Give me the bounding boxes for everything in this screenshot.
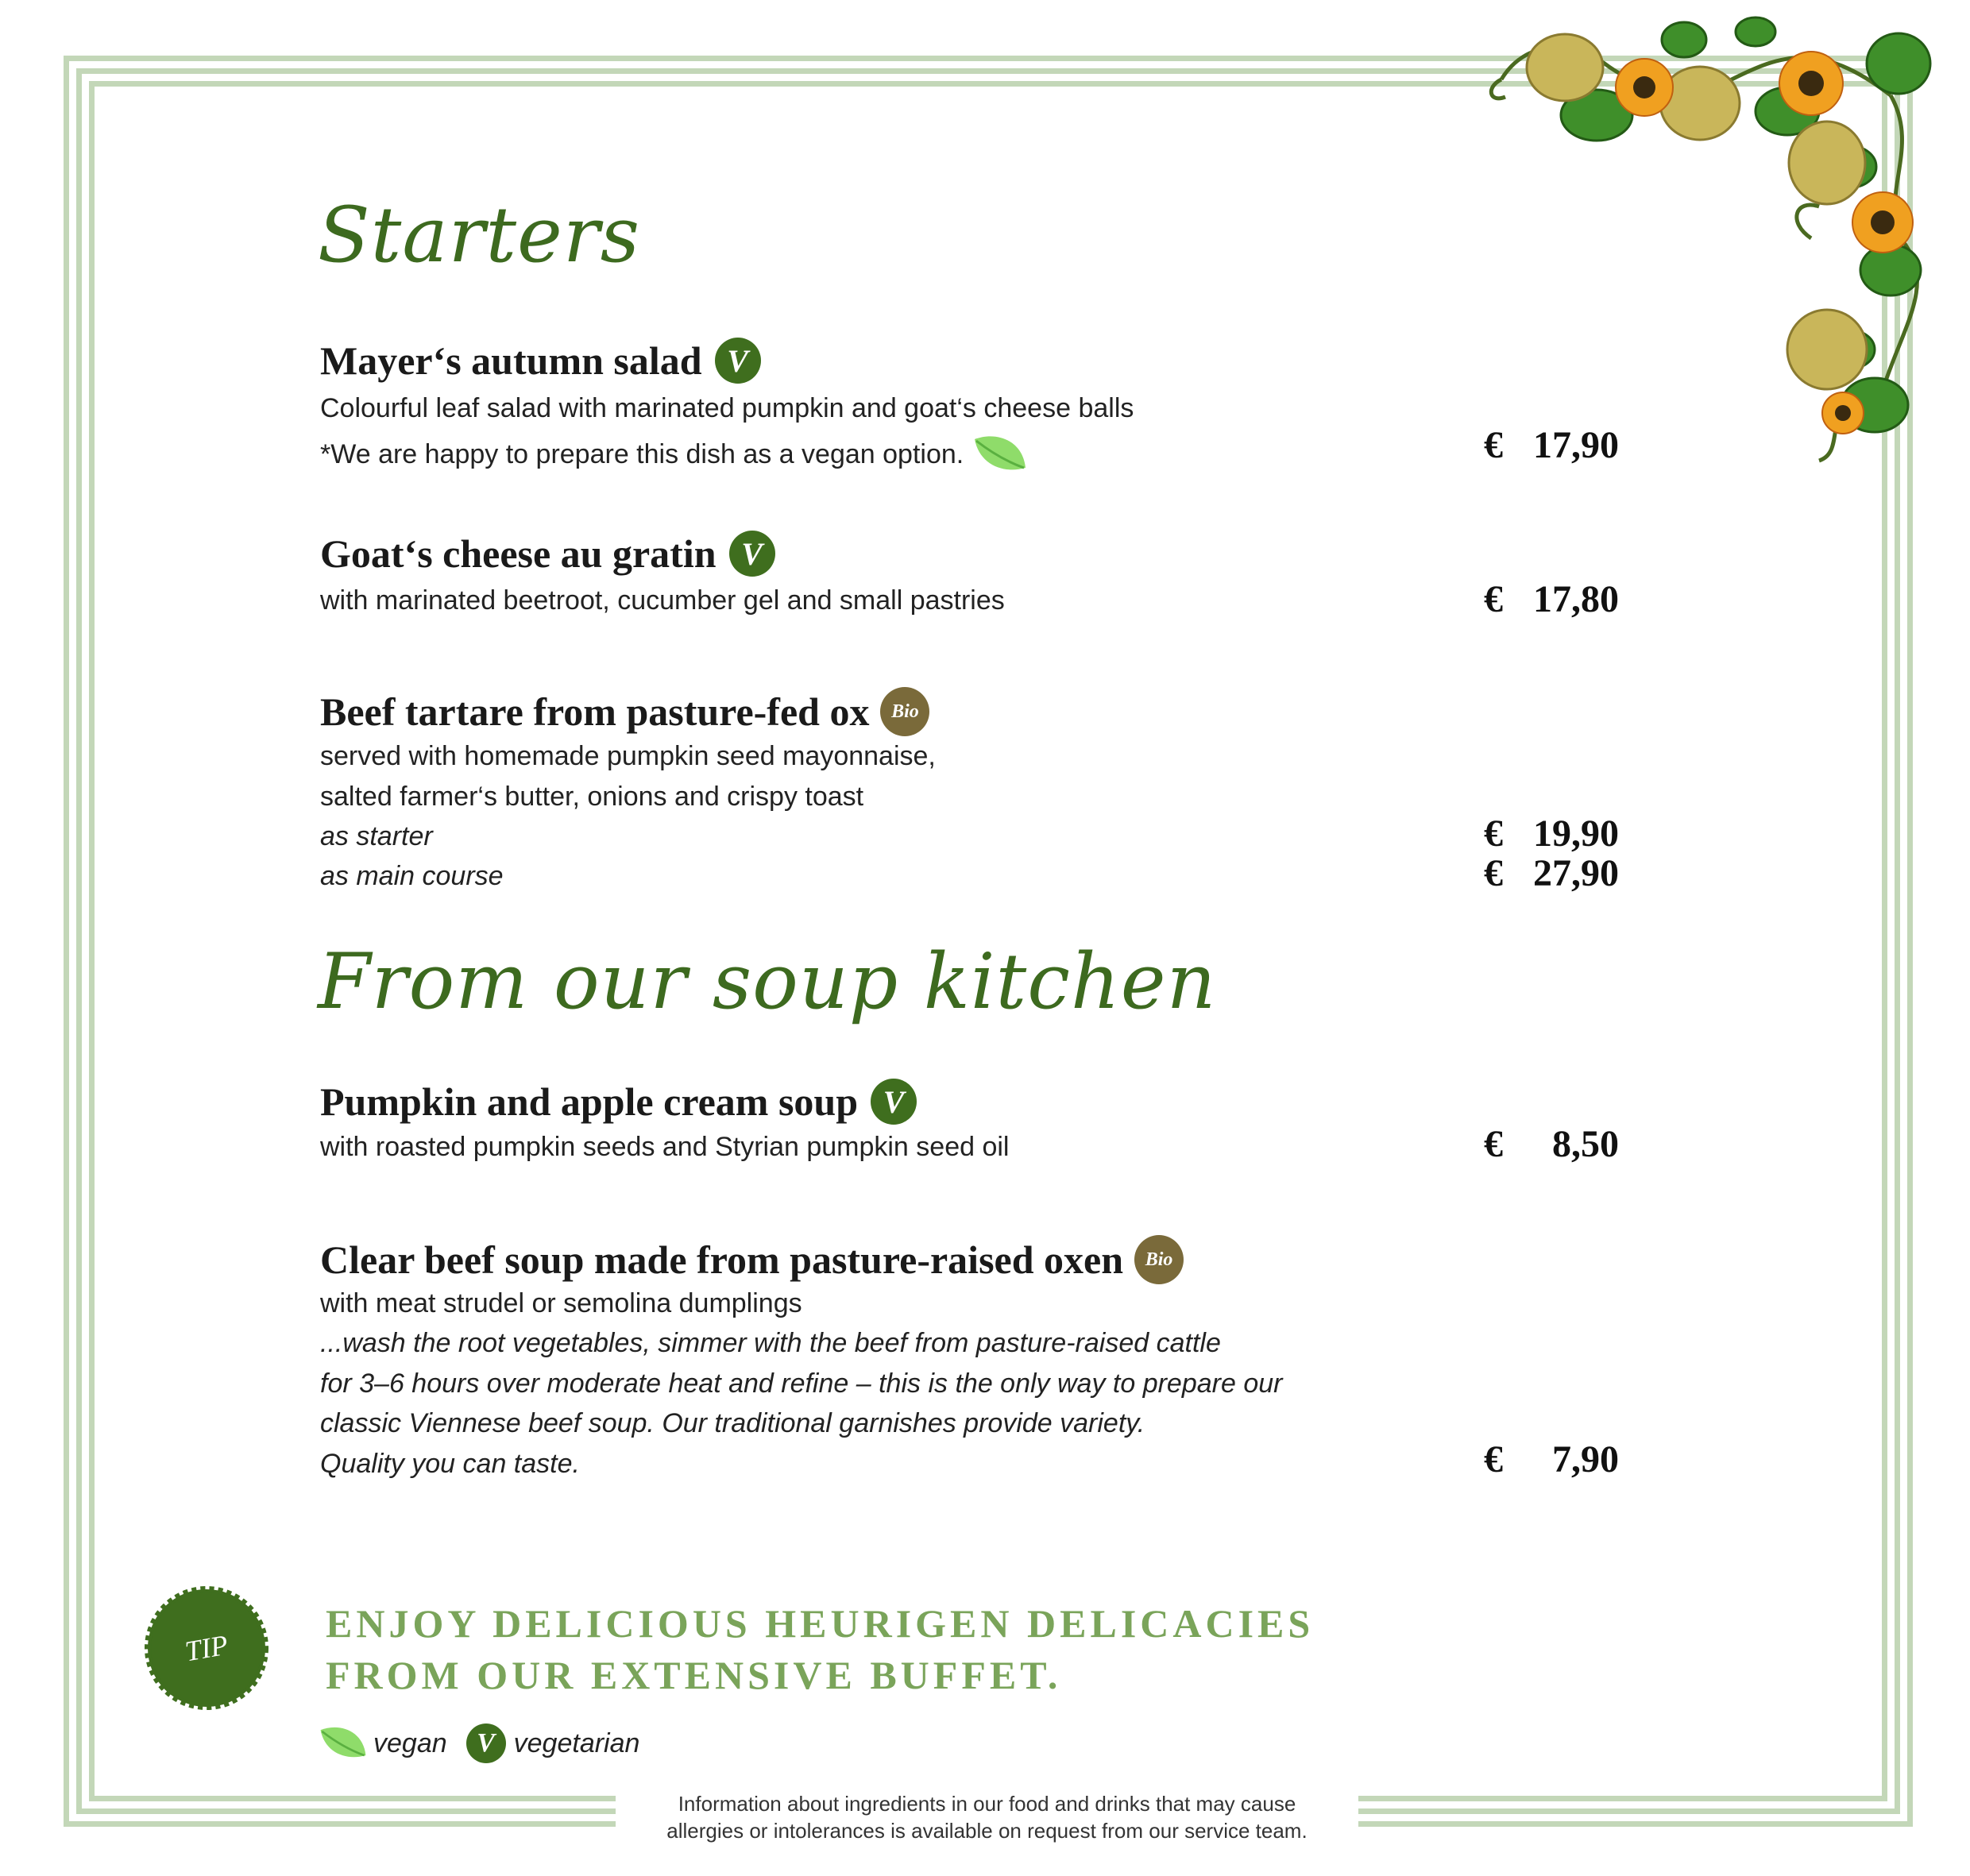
dish-story-line: ...wash the root vegetables, simmer with the beef from pasture-raised cattle	[320, 1328, 1221, 1358]
dish-story-line: for 3–6 hours over moderate heat and refine – this is the only way to prepare our	[320, 1368, 1283, 1399]
bio-badge: Bio	[880, 687, 929, 736]
dish-price: € 17,90	[1484, 424, 1619, 466]
diet-legend	[318, 1724, 639, 1763]
dish-price: € 17,80	[1484, 578, 1619, 620]
dish-price: € 8,50	[1484, 1123, 1619, 1165]
dish-story-line: Quality you can taste.	[320, 1449, 580, 1479]
portion-option-main: as main course	[320, 861, 504, 891]
dish-name-pumpkin-soup: Pumpkin and apple cream soup V	[320, 1079, 917, 1125]
vegan-leaf-icon	[318, 1724, 369, 1763]
dish-description: salted farmer‘s butter, onions and crispy toast	[320, 782, 864, 812]
dish-vegan-note: *We are happy to prepare this dish as a vegan option.	[320, 433, 1029, 476]
tip-badge: TIP	[143, 1585, 270, 1712]
tip-text-line-2: FROM OUR EXTENSIVE BUFFET.	[326, 1653, 1062, 1697]
bio-badge: Bio	[1134, 1235, 1184, 1284]
legend-vegetarian-label: vegetarian	[513, 1727, 640, 1758]
dish-name-beef-soup: Clear beef soup made from pasture-raised oxen Bio	[320, 1235, 1184, 1284]
allergen-information: Information about ingredients in our food and drinks that may cause allergies or intolerances is available on request from our service team.	[666, 1792, 1308, 1843]
dish-name-autumn-salad: Mayer‘s autumn salad V	[320, 338, 761, 384]
dish-description: Colourful leaf salad with marinated pumpkin and goat‘s cheese balls	[320, 393, 1134, 423]
vegetarian-badge: V	[729, 531, 775, 577]
vegetarian-badge: V	[715, 338, 761, 384]
vegetarian-badge: V	[466, 1724, 506, 1763]
dish-name-goats-cheese: Goat‘s cheese au gratin V	[320, 531, 775, 577]
dish-name-beef-tartare: Beef tartare from pasture-fed ox Bio	[320, 687, 929, 736]
dish-description: served with homemade pumpkin seed mayonnaise,	[320, 741, 936, 771]
portion-option-starter: as starter	[320, 821, 433, 851]
dish-price-starter: € 19,90	[1484, 813, 1619, 855]
dish-price-main: € 27,90	[1484, 852, 1619, 894]
vegetarian-badge: V	[871, 1079, 917, 1125]
vegan-leaf-icon	[971, 433, 1029, 476]
legend-vegan-label: vegan	[373, 1727, 447, 1758]
dish-description: with roasted pumpkin seeds and Styrian pumpkin seed oil	[320, 1132, 1010, 1162]
section-title-soup-kitchen: From our soup kitchen	[318, 937, 1217, 1026]
pumpkin-vine-decoration	[1478, 8, 1938, 484]
section-title-starters: Starters	[318, 191, 641, 280]
tip-text-line-1: ENJOY DELICIOUS HEURIGEN DELICACIES	[326, 1601, 1315, 1646]
dish-price: € 7,90	[1484, 1438, 1619, 1480]
dish-story-line: classic Viennese beef soup. Our traditional garnishes provide variety.	[320, 1408, 1145, 1438]
dish-description: with meat strudel or semolina dumplings	[320, 1288, 802, 1318]
dish-description: with marinated beetroot, cucumber gel and small pastries	[320, 585, 1005, 616]
